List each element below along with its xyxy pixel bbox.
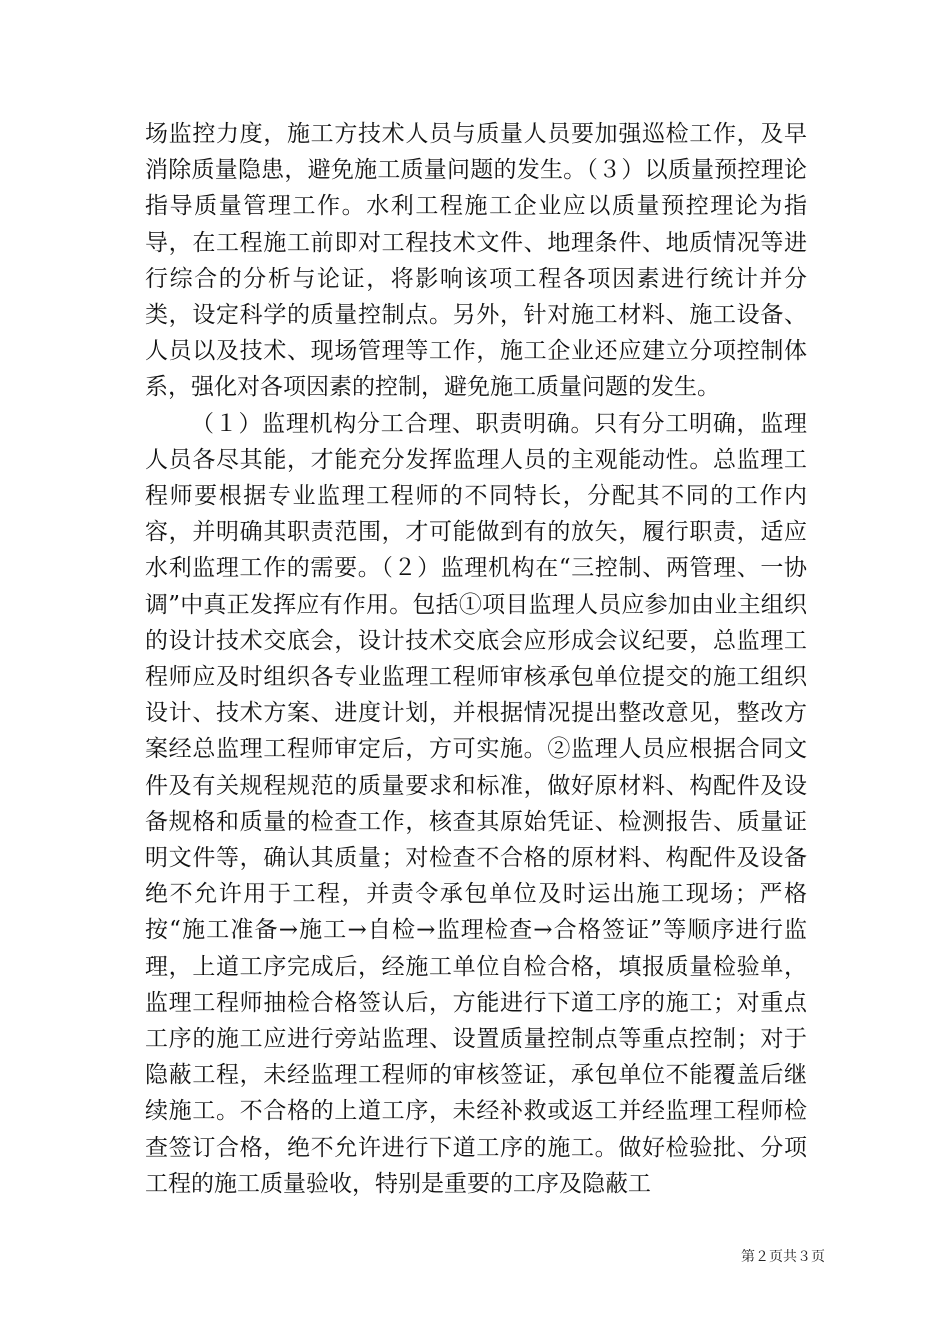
page-number-footer: 第２页共３页 [741,1249,825,1265]
paragraph-1: 场监控力度，施工方技术人员与质量人员要加强巡检工作，及早消除质量隐患，避免施工质量问题的发生。（３）以质量预控理论指导质量管理工作。水利工程施工企业应以质量预控理论为指导，在工程施工前即对工程技术文件、地理条件、地质情况等进行综合的分析与论证，将影响该项工程各项因素进行统计并分类，设定科学的质量控制点。另外，针对施工材料、施工设备、人员以及技术、现场管理等工作，施工企业还应建立分项控制体系，强化对各项因素的控制，避免施工质量问题的发生。 [145,121,807,401]
document-body [145,116,807,1202]
paragraph-2: （１）监理机构分工合理、职责明确。只有分工明确，监理人员各尽其能，才能充分发挥监理人员的主观能动性。总监理工程师要根据专业监理工程师的不同特长，分配其不同的工作内容，并明确其职责范围，才可能做到有的放矢，履行职责，适应水利监理工作的需要。（２）监理机构在“三控制、两管理、一协调”中真正发挥应有作用。包括①项目监理人员应参加由业主组织的设计技术交底会，设计技术交底会应形成会议纪要，总监理工程师应及时组织各专业监理工程师审核承包单位提交的施工组织设计、技术方案、进度计划，并根据情况提出整改意见，整改方案经总监理工程师审定后，方可实施。②监理人员应根据合同文件及有关规程规范的质量要求和标准，做好原材料、构配件及设备规格和质量的检查工作，核查其原始凭证、检测报告、质量证明文件等，确认其质量；对检查不合格的原材料、构配件及设备绝不允许用于工程，并责令承包单位及时运出施工现场；严格按“施工准备→施工→自检→监理检查→合格签证”等顺序进行监理，上道工序完成后，经施工单位自检合格，填报质量检验单，监理工程师抽检合格签认后，方能进行下道工序的施工；对重点工序的施工应进行旁站监理、设置质量控制点等重点控制；对于隐蔽工程，未经监理工程师的审核签证，承包单位不能覆盖后继续施工。不合格的上道工序，未经补救或返工并经监理工程师检查签订合格，绝不允许进行下道工序的施工。做好检验批、分项工程的施工质量验收，特别是重要的工序及隐蔽工 [145,410,807,1197]
